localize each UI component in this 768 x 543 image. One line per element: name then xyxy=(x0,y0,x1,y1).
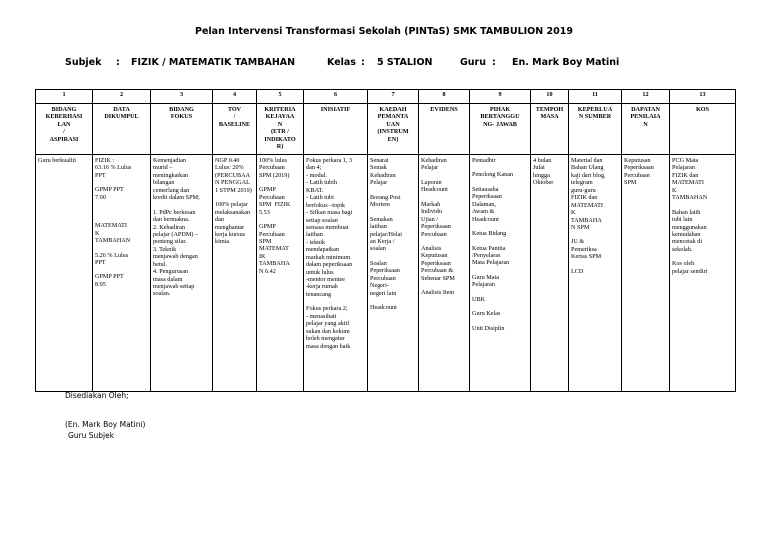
cell-line: PIHAK xyxy=(489,106,511,113)
cell-line: K xyxy=(672,186,677,194)
cell-line: Markah xyxy=(421,200,441,208)
cell-line: MATEMAT xyxy=(259,245,289,253)
cell-line: PEMANTA xyxy=(377,113,409,121)
spacer xyxy=(95,245,148,252)
subjek-colon: : xyxy=(116,57,120,68)
cell-line: Soalan xyxy=(370,259,387,267)
kelas-label: Kelas xyxy=(327,57,356,68)
column-header xyxy=(470,104,531,155)
spacer xyxy=(421,282,467,289)
cell-line: cemerlang dan xyxy=(153,186,190,194)
cell-line: masa dengan baik xyxy=(306,342,351,350)
cell-line: MATEMATI xyxy=(672,179,704,187)
column-number: 4 xyxy=(213,90,257,104)
cell-line: Individu xyxy=(421,208,442,216)
cell-line: pelajar sendiri xyxy=(672,267,708,275)
cell-line: - menasihati xyxy=(306,312,337,320)
cell-line: -mentor mentee xyxy=(306,276,345,283)
cell-line: kemudahan xyxy=(672,230,701,238)
cell-line: pelajar/Helai xyxy=(370,230,402,238)
guru-label: Guru xyxy=(460,57,487,68)
spacer xyxy=(472,238,528,245)
cell-line: Julai xyxy=(533,164,545,172)
cell-line: 63.16 % Lulus xyxy=(95,164,132,172)
cell-line: melaksanakan xyxy=(215,208,251,216)
cell-line: Kertas SPM xyxy=(571,253,602,261)
cell-line: INDIKATO xyxy=(264,135,296,143)
cell-line: TOV xyxy=(227,106,242,113)
cell-line: (ETR / xyxy=(270,128,290,136)
cell-line: KBAT. xyxy=(306,186,324,194)
cell-line: Kehadiran xyxy=(370,171,396,179)
cell-line: N xyxy=(277,120,283,128)
cell-line: UAN xyxy=(386,120,400,128)
column-number: 1 xyxy=(36,90,93,104)
cell-line: menghantar xyxy=(215,223,245,231)
cell-line: telegram xyxy=(571,179,593,187)
cell-line: 100% lulus xyxy=(259,157,288,164)
cell-line: Pemeriksa xyxy=(571,245,597,253)
column-header xyxy=(670,104,736,155)
cell-line: NGP 0.40 xyxy=(215,157,240,164)
cell-line: Laporan xyxy=(421,178,442,186)
column-header xyxy=(213,104,257,155)
cell-line: (INSTRUM xyxy=(377,128,409,136)
cell-line: 7.00 xyxy=(95,193,106,201)
intervention-plan-table xyxy=(35,89,736,392)
subjek-label: Subjek xyxy=(65,57,102,68)
cell-line: KEPERLUA xyxy=(577,106,613,113)
cell-line: Ketua Panitia xyxy=(472,244,506,252)
cell-line: Pelajaran xyxy=(672,164,696,172)
spacer xyxy=(95,208,148,215)
cell-line: Percubaan xyxy=(259,164,285,172)
column-header xyxy=(151,104,213,155)
cell-line: / xyxy=(63,128,65,136)
cell-line: - modul. xyxy=(306,171,327,179)
table-cell xyxy=(670,155,736,392)
cell-line: MATEMATI xyxy=(95,222,127,230)
spacer xyxy=(259,216,301,223)
cell-line: Percubaan xyxy=(259,193,285,201)
cell-line: UBK xyxy=(472,295,486,303)
column-header xyxy=(622,104,670,155)
spacer xyxy=(472,303,528,310)
cell-line: Material dan xyxy=(571,157,603,164)
cell-line: Analisis Item xyxy=(421,289,455,297)
cell-line: Guru Kelas xyxy=(472,310,501,318)
document-title: Pelan Intervensi Transformasi Sekolah (PINTaS) SMK TAMBULION 2019 xyxy=(195,26,573,37)
cell-line: Fokus perkara 2; xyxy=(306,305,348,313)
cell-line: latihan xyxy=(370,223,387,231)
cell-line: FOKUS xyxy=(170,113,193,121)
cell-line: dan 4; xyxy=(306,164,322,172)
cell-line: Awam & xyxy=(472,208,495,216)
column-number: 5 xyxy=(257,90,304,104)
cell-line: Ujian / xyxy=(421,215,439,223)
cell-line: mendapatkan xyxy=(306,246,339,254)
cell-line: Pelajar xyxy=(421,164,439,172)
column-header xyxy=(36,104,93,155)
guru-value: En. Mark Boy Matini xyxy=(512,57,620,68)
cell-line: Pentadbir xyxy=(472,157,496,164)
cell-line: sekolah. xyxy=(672,245,693,253)
cell-line: MASA xyxy=(540,113,559,121)
cell-line: BIDANG xyxy=(169,106,194,113)
cell-line: GPMP xyxy=(259,186,276,194)
cell-line: Headcount xyxy=(370,304,397,311)
column-header xyxy=(531,104,569,155)
cell-line: Percubaan xyxy=(624,171,650,179)
cell-line: SPM xyxy=(259,237,272,245)
spacer xyxy=(421,238,467,245)
cell-line: Peperiksaan xyxy=(370,267,400,275)
cell-line: - Latih tubih xyxy=(306,179,337,187)
cell-line: kredit dalam SPM; xyxy=(153,194,200,202)
cell-line: kimia xyxy=(215,238,230,246)
cell-line: Semak xyxy=(370,164,387,172)
table-cell xyxy=(36,155,93,392)
table-cell xyxy=(257,155,304,392)
cell-line: INISIATIF xyxy=(320,106,351,113)
cell-line: R) xyxy=(276,143,284,151)
cell-line: TAMBAHAN xyxy=(95,237,131,245)
column-number: 8 xyxy=(419,90,470,104)
cell-line: N 6.42 xyxy=(259,267,276,275)
cell-line: tubi lain xyxy=(672,216,693,224)
column-number: 12 xyxy=(622,90,670,104)
spacer xyxy=(472,289,528,296)
cell-line: Kos oleh xyxy=(672,260,695,268)
cell-line: KEBERHASI xyxy=(45,113,83,121)
cell-line: Bahan Ulang xyxy=(571,164,604,172)
cell-line: PCG Mata xyxy=(672,157,699,164)
cell-line: dan xyxy=(215,216,224,224)
table-cell xyxy=(531,155,569,392)
cell-line: hingga xyxy=(533,171,550,179)
cell-line: Headcount xyxy=(421,186,448,194)
cell-line: Percubaan xyxy=(421,230,447,238)
cell-line: Kemenjadian xyxy=(153,157,186,164)
column-number: 2 xyxy=(93,90,151,104)
cell-line: N SPM xyxy=(571,223,590,231)
cell-line: ASPIRASI xyxy=(49,135,79,143)
cell-line: TEMPOH xyxy=(535,106,564,113)
table-cell xyxy=(151,155,213,392)
spacer xyxy=(472,164,528,171)
kelas-colon: : xyxy=(361,57,365,68)
cell-line: 4. Pengurusan xyxy=(153,268,189,276)
cell-line: DIKUMPUL xyxy=(104,113,139,121)
cell-line: kaji dari blog, xyxy=(571,171,606,179)
cell-line: Percubaan xyxy=(370,274,396,282)
cell-line: Keputusan xyxy=(624,157,651,164)
cell-line: EVIDENS xyxy=(430,106,458,113)
cell-line: markah minimum xyxy=(306,253,351,261)
cell-line: guru-guru xyxy=(571,186,596,194)
table-cell xyxy=(569,155,622,392)
spacer xyxy=(306,298,365,305)
cell-line: PPT xyxy=(95,171,106,179)
column-header xyxy=(304,104,368,155)
cell-line: masa dalam xyxy=(153,275,183,283)
spacer xyxy=(421,172,467,179)
cell-line: Peperiksaan xyxy=(421,223,451,231)
spacer xyxy=(672,253,733,260)
cell-line: semasa membuat xyxy=(306,223,349,231)
cell-line: Guru berkualiti xyxy=(38,157,76,164)
cell-line: Analisis xyxy=(421,244,442,252)
cell-line: KAEDAH xyxy=(379,106,407,113)
cell-line: Kehadiran xyxy=(421,157,447,164)
cell-line: 2. Kehadiran xyxy=(153,223,185,231)
guru-colon: : xyxy=(492,57,496,68)
spacer xyxy=(571,231,619,238)
cell-line: Dalaman, xyxy=(472,200,496,208)
cell-line: JU & xyxy=(571,238,585,246)
table-cell xyxy=(368,155,419,392)
cell-line: Lulus: 20% xyxy=(215,164,244,172)
cell-line: N SUMBER xyxy=(578,113,612,121)
subjek-value: FIZIK / MATEMATIK TAMBAHAN xyxy=(131,57,296,68)
column-header xyxy=(368,104,419,155)
spacer xyxy=(472,267,528,274)
cell-line: GPMP PPT xyxy=(95,273,124,281)
cell-line: FIZIK dan xyxy=(571,194,598,202)
table-cell xyxy=(213,155,257,392)
cell-line: SPM (2019) xyxy=(259,171,290,179)
spacer xyxy=(672,202,733,209)
column-header-row xyxy=(36,104,736,155)
cell-line: SPM xyxy=(624,179,637,187)
table-cell xyxy=(419,155,470,392)
cell-line: TAMBAHAN xyxy=(672,194,708,202)
cell-line: bilangan xyxy=(153,179,175,187)
spacer xyxy=(153,202,210,209)
cell-line: menjawab setiap xyxy=(153,283,195,290)
cell-line: menggunakan xyxy=(672,223,707,231)
cell-line: K xyxy=(95,229,100,237)
teacher-name: (En. Mark Boy Matini) xyxy=(65,420,146,429)
cell-line: 4 bulan xyxy=(533,157,552,164)
cell-line: IK xyxy=(259,252,266,260)
cell-line: mencetak di xyxy=(672,238,703,246)
cell-line: (PERCUBAA xyxy=(215,171,251,179)
cell-line: Percubaan & xyxy=(421,267,454,275)
cell-line: untuk lulus xyxy=(306,268,334,276)
cell-line: KOS xyxy=(695,106,710,113)
cell-line: Percubaan xyxy=(259,230,285,238)
spacer xyxy=(370,187,416,194)
cell-line: FIZIK dan xyxy=(672,171,699,179)
plan-content-row xyxy=(36,155,736,392)
teacher-role: Guru Subjek xyxy=(68,431,115,440)
cell-line: dalam peperiksaan xyxy=(306,261,353,269)
column-header xyxy=(257,104,304,155)
cell-line: - teknik xyxy=(306,238,326,246)
cell-line: / xyxy=(233,113,236,121)
table-cell xyxy=(93,155,151,392)
spacer xyxy=(95,266,148,273)
cell-line: Bahan latih xyxy=(672,208,701,216)
cell-line: Peperiksaan xyxy=(421,259,451,267)
cell-line: an Kerja / xyxy=(370,237,395,245)
prepared-by-label: Disediakan Oleh; xyxy=(65,391,129,400)
cell-line: - Latih tubi xyxy=(306,194,334,202)
column-number: 7 xyxy=(368,90,419,104)
spacer xyxy=(370,209,416,216)
cell-line: Headcount xyxy=(472,215,499,223)
cell-line: PPT xyxy=(95,258,106,266)
cell-line: Ketua Bidang xyxy=(472,230,507,238)
cell-line: BERTANGGU xyxy=(480,113,520,121)
table-cell xyxy=(622,155,670,392)
cell-line: Peperiksaan xyxy=(472,193,502,201)
cell-line: soalan. xyxy=(153,290,171,298)
cell-line: Semakan xyxy=(370,215,393,223)
cell-line: pelajar (APDM) – xyxy=(153,230,199,238)
column-number: 9 xyxy=(470,90,531,104)
cell-line: sukan dan kokum xyxy=(306,327,350,335)
cell-line: KEJAYAA xyxy=(265,113,295,121)
column-header xyxy=(93,104,151,155)
cell-line: Fokus perkara 1, 3 xyxy=(306,157,353,164)
cell-line: setiap soalan xyxy=(306,216,338,224)
cell-line: DATA xyxy=(113,106,130,113)
spacer xyxy=(421,194,467,201)
cell-line: 5.26 % Lulus xyxy=(95,251,129,259)
column-number: 10 xyxy=(531,90,569,104)
cell-line: 100% pelajar xyxy=(215,201,248,209)
cell-line: Senarai xyxy=(370,157,389,164)
spacer xyxy=(472,318,528,325)
cell-line: Penolong Kanan xyxy=(472,171,514,179)
cell-line: Negeri- xyxy=(370,282,389,290)
cell-line: NG- JAWAB xyxy=(483,120,517,128)
cell-line: boleh mengatur xyxy=(306,335,345,343)
column-number-row xyxy=(36,90,736,104)
cell-line: KRITERIA xyxy=(264,106,296,113)
spacer xyxy=(95,215,148,222)
cell-line: dan bermakna. xyxy=(153,216,190,224)
cell-line: latihan xyxy=(306,231,323,239)
cell-line: Mortem xyxy=(370,201,390,209)
column-number: 6 xyxy=(304,90,368,104)
spacer xyxy=(472,179,528,186)
spacer xyxy=(95,179,148,186)
cell-line: TAMBAHA xyxy=(259,260,290,268)
spacer xyxy=(370,297,416,304)
column-number: 3 xyxy=(151,90,213,104)
cell-line: EN) xyxy=(387,135,399,143)
spacer xyxy=(571,261,619,268)
spacer xyxy=(370,253,416,260)
cell-line: Pelajaran xyxy=(472,281,496,289)
table-cell xyxy=(304,155,368,392)
header-meta xyxy=(0,57,768,71)
cell-line: LAN xyxy=(57,120,71,128)
cell-line: SPM FIZIK xyxy=(259,201,291,209)
cell-line: kerja kursus xyxy=(215,230,246,238)
spacer xyxy=(95,201,148,208)
column-header xyxy=(419,104,470,155)
cell-line: betul. xyxy=(153,260,167,268)
cell-line: BASELINE xyxy=(218,120,251,128)
cell-line: soalan xyxy=(370,245,386,253)
cell-line: Unit Disiplin xyxy=(472,324,505,332)
cell-line: - Sifkan masa bagi xyxy=(306,209,353,217)
cell-line: meningkatkan xyxy=(153,171,189,179)
cell-line: N xyxy=(643,120,648,128)
spacer xyxy=(259,179,301,186)
cell-line: BIDANG xyxy=(51,106,77,113)
cell-line: negeri lain xyxy=(370,289,397,297)
cell-line: 1. PdPc berkesan xyxy=(153,208,196,216)
cell-line: TAMBAHA xyxy=(571,216,602,224)
column-header xyxy=(569,104,622,155)
cell-line: Setiausaha xyxy=(472,185,499,193)
spacer xyxy=(215,194,254,201)
column-number: 11 xyxy=(569,90,622,104)
cell-line: berfokus –topik xyxy=(306,201,346,209)
cell-line: pelajar yang aktif xyxy=(306,320,350,328)
cell-line: ponteng sifar. xyxy=(153,238,187,246)
cell-line: Borang Post xyxy=(370,193,401,201)
cell-line: GPMP xyxy=(259,223,276,231)
cell-line: Oktober xyxy=(533,179,554,187)
cell-line: 5.53 xyxy=(259,208,270,216)
cell-line: Sebenar SPM xyxy=(421,274,455,282)
cell-line: Keputusan xyxy=(421,252,448,260)
cell-line: menjawab dengan xyxy=(153,253,198,261)
cell-line: GPMP PPT xyxy=(95,186,124,194)
table-cell xyxy=(470,155,531,392)
cell-line: Pelajar xyxy=(370,179,388,187)
cell-line: murid – xyxy=(153,164,173,172)
cell-line: Peperiksaan xyxy=(624,164,654,172)
cell-line: FIZIK : xyxy=(95,157,115,164)
cell-line: Mata Pelajaran xyxy=(472,259,510,267)
cell-line: DAPATAN xyxy=(631,106,660,113)
cell-line: tenancang xyxy=(306,290,332,298)
cell-line: PENILAIA xyxy=(630,113,661,121)
cell-line: K xyxy=(571,209,576,217)
cell-line: Guru Mata xyxy=(472,273,499,281)
cell-line: -kerja rumah xyxy=(306,283,338,291)
kelas-value: 5 STALION xyxy=(377,57,433,68)
spacer xyxy=(472,223,528,230)
cell-line: /Penyelaras xyxy=(472,251,501,259)
cell-line: 3. Teknik xyxy=(153,245,177,253)
cell-line: 8.95 xyxy=(95,280,106,288)
column-number: 13 xyxy=(670,90,736,104)
cell-line: N PENGGAL xyxy=(215,179,250,187)
cell-line: 1 STPM 2019) xyxy=(215,186,252,194)
cell-line: LCD xyxy=(571,267,584,275)
cell-line: MATEMATI xyxy=(571,201,603,209)
